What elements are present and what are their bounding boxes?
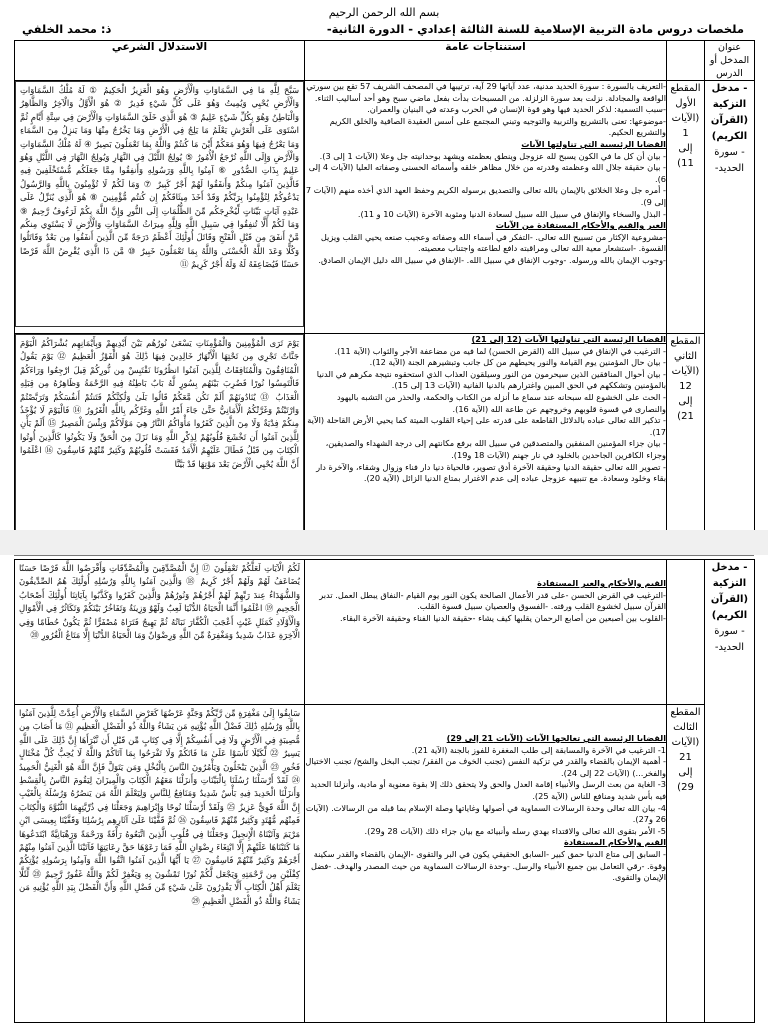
verses-text: سَبَّحَ لِلَّهِ مَا فِي السَّمَاوَاتِ وَالْأَرْضِ وَهُوَ الْعَزِيزُ الْحَكِيمُ ① لَهُ مُلْكُ السَّمَاوَاتِ وَالْأَرْضِ يُحْيِي وَيُمِيتُ وَهُوَ عَلَى كُلِّ شَيْءٍ قَدِيرٌ ② هُوَ الْأَوَّلُ وَالْآخِرُ وَالظَّاهِرُ وَالْبَاطِنُ وَهُوَ بِكُلِّ شَيْءٍ عَلِيمٌ ③ هُوَ الَّذِي خَلَقَ السَّمَاوَاتِ وَالْأَرْضَ فِي سِتَّةِ أَيَّامٍ ثُمَّ اسْتَوَى عَلَى الْعَرْشِ يَعْلَمُ مَا يَلِجُ فِي الْأَرْضِ وَمَا يَخْرُجُ مِنْهَا وَمَا يَنزِلُ مِنَ السَّمَاءِ وَمَا يَعْرُجُ فِيهَا وَهُوَ مَعَكُمْ أَيْنَ مَا كُنتُمْ وَاللَّهُ بِمَا تَعْمَلُونَ بَصِيرٌ ④ لَهُ مُلْكُ السَّمَاوَاتِ وَالْأَرْضِ وَإِلَى اللَّهِ تُرْجَعُ الْأُمُورُ ⑤ يُولِجُ اللَّيْلَ فِي النَّهَارِ وَيُولِجُ النَّهَارَ فِي اللَّيْلِ وَهُوَ عَلِيمٌ بِذَاتِ الصُّدُورِ ⑥ آمِنُوا بِاللَّهِ وَرَسُولِهِ وَأَنفِقُوا مِمَّا جَعَلَكُم مُّسْتَخْلَفِينَ فِيهِ فَالَّذِينَ آمَنُوا مِنكُمْ وَأَنفَقُوا لَهُمْ أَجْرٌ كَبِيرٌ ⑦ وَمَا لَكُمْ لَا تُؤْمِنُونَ بِاللَّهِ وَالرَّسُولُ يَدْعُوكُمْ لِتُؤْمِنُوا بِرَبِّكُمْ وَقَدْ أَخَذَ مِيثَاقَكُمْ إِن كُنتُم مُّؤْمِنِينَ ⑧ هُوَ الَّذِي يُنَزِّلُ عَلَى عَبْدِهِ آيَاتٍ بَيِّنَاتٍ لِّيُخْرِجَكُم مِّنَ الظُّلُمَاتِ إِلَى النُّورِ وَإِنَّ اللَّهَ بِكُمْ لَرَءُوفٌ رَّحِيمٌ ⑨ وَمَا لَكُمْ أَلَّا تُنفِقُوا فِي سَبِيلِ اللَّهِ وَلِلَّهِ مِيرَاثُ السَّمَاوَاتِ وَالْأَرْضِ لَا يَسْتَوِي مِنكُم مَّنْ أَنفَقَ مِن قَبْلِ الْفَتْحِ وَقَاتَلَ أُولَٰئِكَ أَعْظَمُ دَرَجَةً مِّنَ الَّذِينَ أَنفَقُوا مِن بَعْدُ وَقَاتَلُوا وَكُلًّا وَعَدَ اللَّهُ الْحُسْنَى وَاللَّهُ بِمَا تَعْمَلُونَ خَبِيرٌ ⑩ مَّن ذَا الَّذِي يُقْرِضُ اللَّهَ قَرْضًا حَسَنًا فَيُضَاعِفَهُ لَهُ وَلَهُ أَجْرٌ كَرِيمٌ ⑪ (15, 81, 304, 327)
notes-line: -التعريف بالسورة : سورة الحديد مدنية، عدد آياتها 29 آية، ترتيبها في المصحف الشريف 57 تقع بين سورتي الواقعة والمجادلة. نزلت بعد سورة الزلزلة. من المسبحات بدأت بفعل ماضي سبح وهو أحد أساليب الثناء. (306, 81, 666, 103)
sura-name-label: - سورة الحديد- (714, 147, 745, 174)
verses-text: سَابِقُوا إِلَىٰ مَغْفِرَةٍ مِّن رَّبِّكُمْ وَجَنَّةٍ عَرْضُهَا كَعَرْضِ السَّمَاءِ وَالْأَرْضِ أُعِدَّتْ لِلَّذِينَ آمَنُوا بِاللَّهِ وَرُسُلِهِ ذَٰلِكَ فَضْلُ اللَّهِ يُؤْتِيهِ مَن يَشَاءُ وَاللَّهُ ذُو الْفَضْلِ الْعَظِيمِ ㉑ مَا أَصَابَ مِن مُّصِيبَةٍ فِي الْأَرْضِ وَلَا فِي أَنفُسِكُمْ إِلَّا فِي كِتَابٍ مِّن قَبْلِ أَن نَّبْرَأَهَا إِنَّ ذَٰلِكَ عَلَى اللَّهِ يَسِيرٌ ㉒ لِّكَيْلَا تَأْسَوْا عَلَىٰ مَا فَاتَكُمْ وَلَا تَفْرَحُوا بِمَا آتَاكُمْ وَاللَّهُ لَا يُحِبُّ كُلَّ مُخْتَالٍ فَخُورٍ ㉓ الَّذِينَ يَبْخَلُونَ وَيَأْمُرُونَ النَّاسَ بِالْبُخْلِ وَمَن يَتَوَلَّ فَإِنَّ اللَّهَ هُوَ الْغَنِيُّ الْحَمِيدُ ㉔ لَقَدْ أَرْسَلْنَا رُسُلَنَا بِالْبَيِّنَاتِ وَأَنزَلْنَا مَعَهُمُ الْكِتَابَ وَالْمِيزَانَ لِيَقُومَ النَّاسُ بِالْقِسْطِ وَأَنزَلْنَا الْحَدِيدَ فِيهِ بَأْسٌ شَدِيدٌ وَمَنَافِعُ لِلنَّاسِ وَلِيَعْلَمَ اللَّهُ مَن يَنصُرُهُ وَرُسُلَهُ بِالْغَيْبِ إِنَّ اللَّهَ قَوِيٌّ عَزِيزٌ ㉕ وَلَقَدْ أَرْسَلْنَا نُوحًا وَإِبْرَاهِيمَ وَجَعَلْنَا فِي ذُرِّيَّتِهِمَا النُّبُوَّةَ وَالْكِتَابَ فَمِنْهُم مُّهْتَدٍ وَكَثِيرٌ مِّنْهُمْ فَاسِقُونَ ㉖ ثُمَّ قَفَّيْنَا عَلَىٰ آثَارِهِم بِرُسُلِنَا وَقَفَّيْنَا بِعِيسَى ابْنِ مَرْيَمَ وَآتَيْنَاهُ الْإِنجِيلَ وَجَعَلْنَا فِي قُلُوبِ الَّذِينَ اتَّبَعُوهُ رَأْفَةً وَرَحْمَةً وَرَهْبَانِيَّةً ابْتَدَعُوهَا مَا كَتَبْنَاهَا عَلَيْهِمْ إِلَّا ابْتِغَاءَ رِضْوَانِ اللَّهِ فَمَا رَعَوْهَا حَقَّ رِعَايَتِهَا فَآتَيْنَا الَّذِينَ آمَنُوا مِنْهُمْ أَجْرَهُمْ وَكَثِيرٌ مِّنْهُمْ فَاسِقُونَ ㉗ يَا أَيُّهَا الَّذِينَ آمَنُوا اتَّقُوا اللَّهَ وَآمِنُوا بِرَسُولِهِ يُؤْتِكُمْ كِفْلَيْنِ مِن رَّحْمَتِهِ وَيَجْعَل لَّكُمْ نُورًا تَمْشُونَ بِهِ وَيَغْفِرْ لَكُمْ وَاللَّهُ غَفُورٌ رَّحِيمٌ ㉘ لِّئَلَّا يَعْلَمَ أَهْلُ الْكِتَابِ أَلَّا يَقْدِرُونَ عَلَىٰ شَيْءٍ مِّن فَضْلِ اللَّهِ وَأَنَّ الْفَضْلَ بِيَدِ اللَّهِ يُؤْتِيهِ مَن يَشَاءُ وَاللَّهُ ذُو الْفَضْلِ الْعَظِيمِ ㉙ (19, 708, 300, 906)
segment-label: المقطع الثالث (الآيات 21 إلى 29) (670, 707, 701, 793)
lesson-table-page-1 (14, 40, 755, 537)
page-2 (14, 555, 754, 1025)
segment-cell (667, 705, 705, 1023)
notes-line: 4- بيان الله تعالى وحدة الرسالات السماوية في أصولها وغاياتها وصلة الإسلام بما قبله من الرسالات. (الآيات 26 و27). (305, 802, 666, 825)
author-name: ذ: محمد الخلفي (22, 22, 112, 36)
col-unit-header: عنوان المدخل أو الدرس (705, 41, 755, 81)
row-segment-2 (15, 334, 755, 537)
notes-line: - أمره جل وعلا الخلائق بالإيمان بالله تعالى والتصديق برسوله الكريم وحفظ العهد الذي أخذه منهم (الآيات 7 إلى 9). (305, 185, 666, 207)
notes-line: - بيان حال المؤمنين يوم القيامة والنور يحيطهم من كل جانب وتبشيرهم الجنة (الآية 12). (369, 357, 666, 368)
segment-label: المقطع الثاني (الآيات 12 إلى 21) (670, 336, 701, 422)
notes-line: 1- الترغيب في الآخرة والمسابقة إلى طلب المغفرة للفوز بالجنة (الآية 21). (411, 744, 666, 755)
notes-line: -القلوب بين أصبعين من أصابع الرحمان يقلبها كيف يشاء -حقيقة الدنيا الفناء وحقيقة الآخرة البقاء. (340, 612, 666, 623)
segment-cell (667, 334, 705, 537)
verses-cell (15, 560, 305, 705)
notes-heading: القضايا الرئيسة التي تعالجها الآيات (الآيات 21 إلى 29) (446, 733, 666, 743)
verses-text: لَكُمُ الْآيَاتِ لَعَلَّكُمْ تَعْقِلُونَ ⑰ إِنَّ الْمُصَّدِّقِينَ وَالْمُصَّدِّقَاتِ وَأَقْرَضُوا اللَّهَ قَرْضًا حَسَنًا يُضَاعَفُ لَهُمْ وَلَهُمْ أَجْرٌ كَرِيمٌ ⑱ وَالَّذِينَ آمَنُوا بِاللَّهِ وَرُسُلِهِ أُولَٰئِكَ هُمُ الصِّدِّيقُونَ وَالشُّهَدَاءُ عِندَ رَبِّهِمْ لَهُمْ أَجْرُهُمْ وَنُورُهُمْ وَالَّذِينَ كَفَرُوا وَكَذَّبُوا بِآيَاتِنَا أُولَٰئِكَ أَصْحَابُ الْجَحِيمِ ⑲ اعْلَمُوا أَنَّمَا الْحَيَاةُ الدُّنْيَا لَعِبٌ وَلَهْوٌ وَزِينَةٌ وَتَفَاخُرٌ بَيْنَكُمْ وَتَكَاثُرٌ فِي الْأَمْوَالِ وَالْأَوْلَادِ كَمَثَلِ غَيْثٍ أَعْجَبَ الْكُفَّارَ نَبَاتُهُ ثُمَّ يَهِيجُ فَتَرَاهُ مُصْفَرًّا ثُمَّ يَكُونُ حُطَامًا وَفِي الْآخِرَةِ عَذَابٌ شَدِيدٌ وَمَغْفِرَةٌ مِّنَ اللَّهِ وَرِضْوَانٌ وَمَا الْحَيَاةُ الدُّنْيَا إِلَّا مَتَاعُ الْغُرُورِ ⑳ (19, 563, 300, 641)
segment-label: المقطع الأول (الآيات 1 إلى 11) (670, 83, 701, 169)
page-1 (14, 0, 754, 530)
unit-label-cell (705, 560, 755, 1023)
col-conclusions-header: استنتاجات عامة (305, 41, 667, 81)
col-segment-header (667, 41, 705, 81)
sura-name-label: - سورة الحديد- (714, 626, 745, 653)
notes-heading: القيم والأحكام المستفادة (563, 837, 666, 848)
document-title: ملخصات دروس مادة التربية الإسلامية للسنة الثالثة إعدادي - الدورة الثانية- (326, 22, 744, 36)
notes-cell (305, 560, 667, 705)
notes-cell (305, 81, 667, 334)
notes-line: 5- الأمر بتقوى الله تعالى والاقتداء بهدي رسله وأنبيائه مع بيان جزاء ذلك (الآيات 28 و29). (364, 825, 666, 836)
notes-heading: القضايا الرئيسية التي تناولتها الآيات (521, 138, 666, 149)
notes-line: - تصوير الله تعالى حقيقة الدنيا وحقيقة الآخرة أدق تصوير، فالحياة دنيا دار فناء وزوال وشقاء، والآخرة دار بقاء وخلود وسعادة. مع تنبيهه عزوجل عباده إلى عدم الاغترار بمتاع الدنيا الزائل (الآية 20). (316, 461, 666, 484)
notes-line: - بيان أن كل ما في الكون يسبح لله عزوجل وينطق بعظمته ويشهد بوحدانيته جل وعلا (الآيات 1 إلى 3). (319, 150, 666, 161)
notes-line: - الحث على الخشوع لله سبحانه عند سماع ما أنزله من الكتاب والحكمة، والحذر من التشبه باليهود والنصارى في قسوة قلوبهم وخروجهم عن طاعة الله (الآية 16). (337, 391, 666, 414)
row-values (15, 560, 755, 705)
notes-line: - تذكير الله تعالى عباده بالدلائل القاطعة على قدرته على إحياء القلوب الميتة كما يحيي الأرض القاحلة (الآية 17). (307, 415, 666, 437)
notes-line: 3- الغاية من بعث الرسل والأنبياء إقامة العدل والحق ولا يتحقق ذلك إلا بقوة معنوية أو مادية، وأنزلنا الحديد فيه بأس شديد ومنافع للناس (الآية 25). (310, 779, 666, 801)
verses-cell (15, 81, 305, 334)
title-row (14, 20, 754, 40)
notes-line: - السابق إلى متاع الدنيا حمق كبير -السابق الحقيقي يكون في البر والتقوى -الإيمان بالقضاء والقدر سكينة وقوة. -رقي التعامل بين جميع الأنبياء والرسل. -وحدة الرسالات السماوية من حيث المصدر والهدف. -فضل الإيمان والتقوى. (311, 848, 666, 883)
unit-label-cell (705, 81, 755, 537)
notes-line: - البذل والسخاء والإنفاق في سبيل الله سبيل لسعادة الدنيا ومثوبة الآخرة (الآيات 10 و 11). (357, 208, 666, 219)
unit-entry-label: - مدخل التزكية (القرآن الكريم) (710, 83, 749, 142)
notes-cell (305, 705, 667, 1023)
verses-text: يَوْمَ تَرَى الْمُؤْمِنِينَ وَالْمُؤْمِنَاتِ يَسْعَىٰ نُورُهُم بَيْنَ أَيْدِيهِمْ وَبِأَيْمَانِهِم بُشْرَاكُمُ الْيَوْمَ جَنَّاتٌ تَجْرِي مِن تَحْتِهَا الْأَنْهَارُ خَالِدِينَ فِيهَا ذَٰلِكَ هُوَ الْفَوْزُ الْعَظِيمُ ⑫ يَوْمَ يَقُولُ الْمُنَافِقُونَ وَالْمُنَافِقَاتُ لِلَّذِينَ آمَنُوا انظُرُونَا نَقْتَبِسْ مِن نُّورِكُمْ قِيلَ ارْجِعُوا وَرَاءَكُمْ فَالْتَمِسُوا نُورًا فَضُرِبَ بَيْنَهُم بِسُورٍ لَّهُ بَابٌ بَاطِنُهُ فِيهِ الرَّحْمَةُ وَظَاهِرُهُ مِن قِبَلِهِ الْعَذَابُ ⑬ يُنَادُونَهُمْ أَلَمْ نَكُن مَّعَكُمْ قَالُوا بَلَىٰ وَلَٰكِنَّكُمْ فَتَنتُمْ أَنفُسَكُمْ وَتَرَبَّصْتُمْ وَارْتَبْتُمْ وَغَرَّتْكُمُ الْأَمَانِيُّ حَتَّىٰ جَاءَ أَمْرُ اللَّهِ وَغَرَّكُم بِاللَّهِ الْغَرُورُ ⑭ فَالْيَوْمَ لَا يُؤْخَذُ مِنكُمْ فِدْيَةٌ وَلَا مِنَ الَّذِينَ كَفَرُوا مَأْوَاكُمُ النَّارُ هِيَ مَوْلَاكُمْ وَبِئْسَ الْمَصِيرُ ⑮ أَلَمْ يَأْنِ لِلَّذِينَ آمَنُوا أَن تَخْشَعَ قُلُوبُهُمْ لِذِكْرِ اللَّهِ وَمَا نَزَلَ مِنَ الْحَقِّ وَلَا يَكُونُوا كَالَّذِينَ أُوتُوا الْكِتَابَ مِن قَبْلُ فَطَالَ عَلَيْهِمُ الْأَمَدُ فَقَسَتْ قُلُوبُهُمْ وَكَثِيرٌ مِّنْهُمْ فَاسِقُونَ ⑯ اعْلَمُوا أَنَّ اللَّهَ يُحْيِي الْأَرْضَ بَعْدَ مَوْتِهَا قَدْ بَيَّنَّا (15, 334, 304, 532)
notes-heading: العبر والقيم والأحكام المستفادة من الآيات (495, 220, 666, 231)
segment-cell (667, 81, 705, 334)
page-header (14, 0, 754, 40)
segment-cell (667, 560, 705, 705)
notes-line: - بيان حقيقة جلال الله وعظمته وقدرته من خلال مظاهر خلقه وأسمائه الحسنى وصفاته العليا (الآيات 4 إلى 6). (308, 162, 666, 184)
notes-line: - بيان جزاء المؤمنين المنفقين والمتصدقين في سبيل الله برفع مكانتهم إلى درجة الشهداء والصديقين، وجزاء الكافرين الجاحدين بالخلود في نار جهنم (الآيات 18 و19). (325, 438, 666, 460)
notes-cell (305, 334, 667, 537)
lesson-table-page-2 (14, 559, 755, 1023)
header-row (15, 41, 755, 81)
row-segment-1 (15, 81, 755, 334)
notes-line: -مشروعية الإكثار من تسبيح الله تعالى. -التفكر في أسماء الله وصفاته وعجيب صنعه يحيي القلب ويزيل القسوة. -استشعار معية الله تعالى ومراقبته دافع لطاعته واجتناب معصيته. (320, 231, 666, 254)
verses-cell (15, 705, 305, 1023)
notes-line: - أهمية الإيمان بالقضاء والقدر في تزكية النفس (تجنب الخوف من الفقر/ تجنب البخل والشح/ تجنب الاختيال والفخر...) (الآيات 22 إلى 24). (305, 756, 666, 778)
notes-heading: القيم والأحكام والعبر المستفادة (537, 578, 666, 588)
col-evidence-header: الاستدلال الشرعي (15, 41, 305, 81)
notes-line: - الترغيب في الإنفاق في سبيل الله (القرض الحسن) لما فيه من مضاعفة الأجر والثواب (الآية 11). (334, 345, 666, 356)
notes-line: -الترغيب في القرض الحسن -على قدر الأعمال الصالحة يكون النور يوم القيام -النفاق يبطل العمل. تدبر القرآن سبيل لخشوع القلب ورقته. -الفسوق والعصيان سبيل قسوة القلب. (319, 589, 666, 612)
verses-cell (15, 334, 305, 537)
unit-entry-label: - مدخل التزكية (القرآن الكريم) (710, 562, 749, 621)
basmala: بسم الله الرحمن الرحيم (328, 6, 440, 19)
notes-line: - بيان أحوال المنافقين الذين سيحرمون من النور وسيلقون العذاب الذي استحقوه نتيجة مكرهم في الدنيا بالمؤمنين وتشككهم في الحق المبين واغترارهم بالدنيا الفانية (الآيات 13 إلى 15). (316, 368, 666, 391)
row-segment-3 (15, 705, 755, 1023)
notes-line: -وجوب الإيمان بالله ورسوله. -وجوب الإنفاق في سبيل الله. -الإنفاق في سبيل الله دليل الإيمان الصادق. (318, 254, 666, 265)
page-separator (0, 530, 768, 555)
notes-line: -سبب التسمية: لذكر الحديد فيها وهو قوة الإنسان في الحرب وعدته في البنيان والعمران. (367, 104, 666, 115)
notes-line: -موضوعها: تعنى بالتشريع والتربية والتوجيه وتبني المجتمع على أسس العقيدة الصافية والخلق الكريم والتشريع الحكيم. (329, 115, 666, 138)
notes-heading: القضايا الرئيسة التي تناولتها الآيات (12 إلى 21) (471, 334, 666, 344)
